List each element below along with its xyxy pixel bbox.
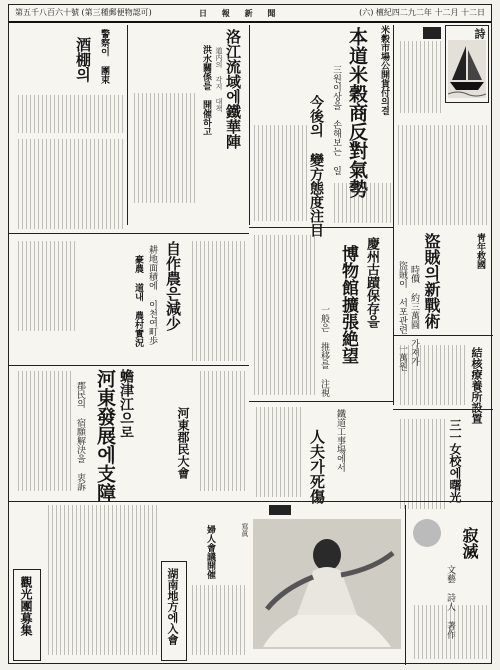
photo-label bbox=[269, 505, 291, 515]
left-body-text bbox=[15, 139, 123, 229]
farm-sub-2: 豪農 道내 農村實況 bbox=[133, 255, 143, 347]
portrait-small bbox=[413, 519, 441, 547]
newspaper-page bbox=[8, 4, 492, 664]
section-rule bbox=[393, 409, 493, 410]
thief-sub: 時價 約三萬圓 가져가 bbox=[409, 265, 419, 366]
honam-ad-title: 湖南地方에入會 bbox=[166, 568, 179, 645]
jeokmyeol-body-text bbox=[411, 605, 487, 659]
nakdong-body-text bbox=[133, 93, 195, 203]
rice-title-1: 米穀市場公開貨付의결 bbox=[379, 25, 389, 115]
page-header bbox=[9, 5, 491, 23]
liquor-title: 酒棚의 bbox=[74, 37, 92, 82]
labor-body-text bbox=[253, 407, 301, 497]
hadong-body-text bbox=[15, 371, 71, 491]
women-body-text bbox=[189, 585, 245, 655]
header-issue: 第五千八百六十號 (第三種郵便物認可) bbox=[15, 8, 152, 17]
rice-title-2: 本道米穀商反對氣勢 bbox=[346, 27, 368, 198]
honam-ad bbox=[161, 561, 187, 661]
poem-body-text bbox=[397, 41, 441, 113]
school-body-text bbox=[397, 419, 445, 509]
section-rule bbox=[185, 501, 493, 502]
hadong-title-2: 河東發展에支障 bbox=[94, 369, 116, 502]
column-rule bbox=[405, 505, 406, 665]
bottom-left-text bbox=[45, 505, 157, 655]
women-title: 婦人會議開催 bbox=[205, 525, 215, 579]
youth-body-text bbox=[397, 125, 487, 225]
section-rule bbox=[9, 233, 249, 234]
labor-title: 人夫가死傷 bbox=[308, 429, 326, 504]
museum-body-text bbox=[253, 235, 315, 395]
jeokmyeol-sub: 文藝 詩人 著作 bbox=[445, 565, 455, 639]
section-rule bbox=[9, 365, 249, 366]
section-rule bbox=[393, 335, 493, 336]
column-rule bbox=[249, 25, 250, 225]
poem-title: 詩 bbox=[473, 28, 486, 39]
hadong-rally-title: 河東郡民大會 bbox=[176, 407, 190, 479]
hadong-sub: 郡民의 宿願解決을 衷訴 bbox=[75, 381, 85, 491]
museum-sub: 一般은 推移를 注視 bbox=[319, 305, 329, 397]
tb-title: 結核療養所設置 bbox=[470, 347, 483, 424]
rice-body-text-2 bbox=[331, 183, 391, 223]
header-masthead: 日 報 新 聞 bbox=[199, 8, 282, 18]
nakdong-sub-2: 洪水關係를 開催하고 bbox=[201, 45, 211, 136]
liquor-body-text bbox=[15, 95, 123, 133]
section-rule bbox=[9, 501, 185, 502]
labor-sub: 鐵道工事場에서 bbox=[335, 409, 345, 472]
nakdong-sub: 道内의 각지 대책 bbox=[215, 47, 223, 112]
section-rule bbox=[249, 401, 393, 402]
photo-dancer bbox=[253, 519, 401, 649]
column-rule bbox=[393, 25, 394, 405]
jeokmyeol-title: 寂滅 bbox=[460, 527, 479, 559]
poem-label-bar bbox=[423, 27, 441, 39]
rice-body-text bbox=[253, 125, 307, 221]
hadong-rally-text bbox=[199, 371, 245, 491]
left-mid-text bbox=[15, 241, 75, 331]
tour-ad-title: 觀光團募集 bbox=[19, 576, 33, 636]
rice-subtitle: 三원이상을 손해보는 일 bbox=[331, 65, 341, 175]
rice-subtitle-2: 今後의 變方態度注目 bbox=[308, 95, 324, 237]
farm-body-text bbox=[191, 241, 245, 361]
ship-illustration bbox=[448, 40, 486, 98]
hadong-title: 蟾津江으로 bbox=[118, 369, 134, 439]
youth-title: 靑年救國 bbox=[475, 233, 485, 269]
thief-sub-2: 盜賊이 서포관련 一萬원 bbox=[397, 261, 407, 371]
header-date: (六) 檀紀四二九二年 十二月 十二日 bbox=[359, 8, 485, 17]
museum-title-2: 博物館擴張絶望 bbox=[338, 245, 358, 364]
liquor-sub: 警察이 團束 bbox=[99, 29, 109, 84]
nakdong-title: 洛江流域에鐵華陣 bbox=[224, 29, 242, 149]
thief-title: 盜賊의新戰術 bbox=[422, 233, 441, 329]
poem-box bbox=[445, 25, 489, 103]
school-title: 三一女校에曙光 bbox=[448, 419, 462, 503]
farm-title: 自作農은減少 bbox=[164, 241, 182, 331]
farm-sub: 耕地面積에 이천여町歩 bbox=[147, 245, 157, 345]
tb-body-text bbox=[397, 345, 465, 405]
column-rule bbox=[127, 25, 128, 225]
museum-title: 慶州古蹟保存을 bbox=[364, 237, 379, 328]
tour-ad bbox=[13, 569, 41, 661]
photo-caption: 寫眞 bbox=[241, 523, 249, 537]
section-rule bbox=[249, 227, 393, 228]
